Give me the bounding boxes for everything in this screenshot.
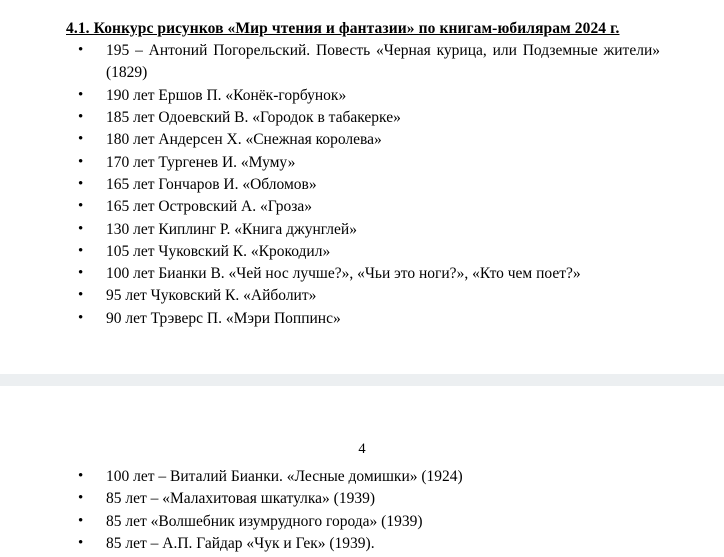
list-item xyxy=(32,263,692,285)
list-item xyxy=(32,308,692,330)
list-item xyxy=(32,85,692,107)
list-item xyxy=(32,488,724,510)
list-item xyxy=(32,241,692,263)
book-list-bottom xyxy=(32,466,724,555)
page-title-text: 4.1. Конкурс рисунков «Мир чтения и фантазии» по книгам-юбилярам 2024 г. xyxy=(66,20,620,37)
list-item xyxy=(32,107,692,129)
list-item-label: 195 – Антоний Погорельский. Повесть «Черная курица, или Подземные жители» (1829) xyxy=(106,42,660,82)
page-title xyxy=(32,18,692,40)
list-item-label: 190 лет Ершов П. «Конёк-горбунок» xyxy=(106,86,347,104)
list-item xyxy=(32,152,692,174)
list-item-label: 90 лет Трэверс П. «Мэри Поппинс» xyxy=(106,309,341,327)
list-item-label: 130 лет Киплинг Р. «Книга джунглей» xyxy=(106,220,357,238)
list-item-label: 95 лет Чуковский К. «Айболит» xyxy=(106,287,317,305)
list-item-label: 165 лет Островский А. «Гроза» xyxy=(106,198,312,216)
list-item-label: 85 лет – А.П. Гайдар «Чук и Гек» (1939). xyxy=(106,534,375,552)
list-item-label: 85 лет – «Малахитовая шкатулка» (1939) xyxy=(106,490,375,508)
list-item xyxy=(32,174,692,196)
list-item xyxy=(32,511,724,533)
list-item xyxy=(32,129,692,151)
list-item xyxy=(32,40,692,85)
page-number: 4 xyxy=(358,441,366,457)
list-item-label: 180 лет Андерсен Х. «Снежная королева» xyxy=(106,131,382,149)
list-item-label: 170 лет Тургенев И. «Муму» xyxy=(106,153,296,171)
document-bottom-section xyxy=(0,466,724,557)
list-item xyxy=(32,285,692,307)
list-item-label: 185 лет Одоевский В. «Городок в табакерке» xyxy=(106,108,401,126)
list-item xyxy=(32,533,724,555)
page-break-divider xyxy=(0,374,724,386)
list-item xyxy=(32,219,692,241)
list-item-label: 85 лет «Волшебник изумрудного города» (1939) xyxy=(106,512,423,530)
list-item-label: 165 лет Гончаров И. «Обломов» xyxy=(106,175,317,193)
list-item xyxy=(32,466,724,488)
book-list-top xyxy=(32,40,692,330)
list-item-label: 105 лет Чуковский К. «Крокодил» xyxy=(106,242,331,260)
list-item xyxy=(32,196,692,218)
list-item-label: 100 лет – Виталий Бианки. «Лесные домишки» (1924) xyxy=(106,468,463,485)
list-item-label: 100 лет Бианки В. «Чей нос лучше?», «Чьи это ноги?», «Кто чем поет?» xyxy=(106,265,581,283)
